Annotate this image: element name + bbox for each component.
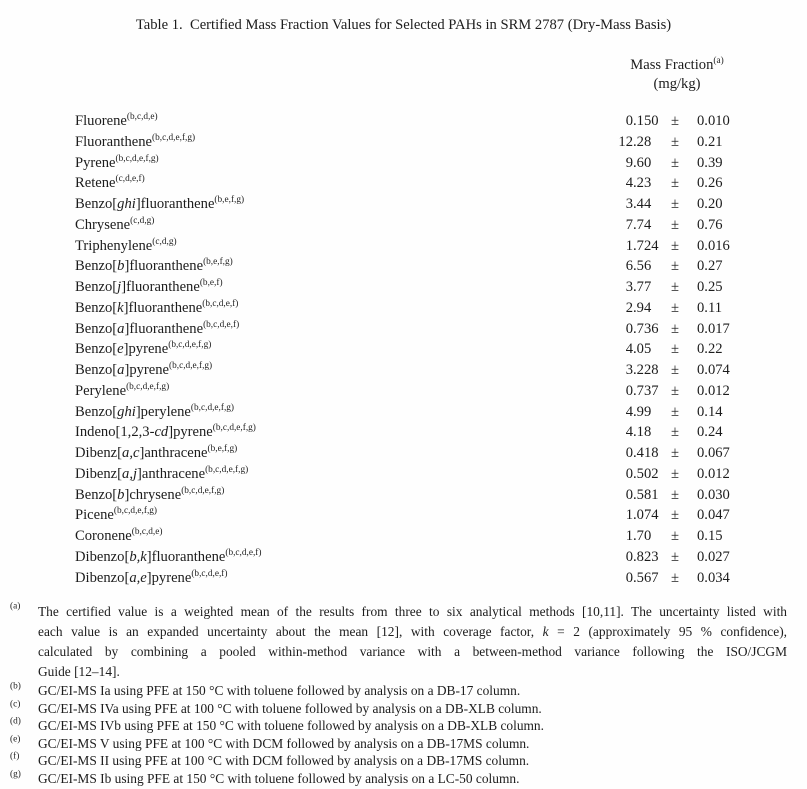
value-integer-part: 0 bbox=[625, 320, 633, 337]
text: Benzo[ bbox=[75, 320, 118, 337]
compound-name bbox=[75, 526, 613, 547]
footnote bbox=[0, 770, 807, 788]
footnote-marker-text: (c) bbox=[10, 699, 21, 710]
table-row bbox=[0, 381, 807, 402]
row-footnote-refs: (b,c,d,e,f,g) bbox=[205, 464, 249, 475]
footnote-text bbox=[38, 700, 787, 718]
table-row bbox=[0, 236, 807, 257]
footnote-marker bbox=[0, 770, 38, 788]
footnote bbox=[0, 717, 807, 735]
uncertainty-value: 0.20 bbox=[697, 196, 723, 212]
footnote bbox=[0, 602, 807, 682]
table-row bbox=[0, 339, 807, 360]
compound-name bbox=[75, 485, 613, 506]
text: Picene bbox=[75, 507, 114, 524]
text: ]fluoranthene bbox=[123, 299, 203, 316]
text: GC/EI-MS II using PFE at 100 °C with DCM followed by analysis on a DB-17MS column. bbox=[38, 753, 530, 769]
uncertainty-value: 0.010 bbox=[697, 113, 730, 129]
value-fraction-part: .77 bbox=[633, 279, 652, 295]
table-row bbox=[0, 547, 807, 568]
footnote-text bbox=[38, 602, 787, 682]
table-row bbox=[0, 402, 807, 423]
table-row bbox=[0, 464, 807, 485]
row-footnote-refs: (b,c,d,e,f,g) bbox=[152, 132, 196, 143]
compound-name bbox=[75, 256, 613, 277]
mass-fraction-value bbox=[613, 256, 661, 277]
footnote-text bbox=[38, 717, 787, 735]
footnote-marker-text: (e) bbox=[10, 734, 21, 745]
uncertainty-value: 0.25 bbox=[697, 279, 723, 295]
table-row bbox=[0, 568, 807, 589]
value-fraction-part: .28 bbox=[633, 133, 652, 150]
value-fraction-part: .074 bbox=[633, 507, 659, 524]
compound-name bbox=[75, 236, 613, 257]
text: ]anthracene bbox=[139, 445, 208, 461]
text: Benzo[ bbox=[75, 258, 118, 275]
text: Benzo[ bbox=[75, 486, 118, 503]
mass-fraction-value bbox=[613, 464, 661, 485]
text: ]pyrene bbox=[168, 424, 213, 441]
text: Perylene bbox=[75, 382, 127, 399]
table-row bbox=[0, 443, 807, 464]
text: The certified value is a weighted mean of the results from three to six analytical methods [10,11]. The uncertainty listed with bbox=[38, 604, 787, 620]
uncertainty-value: 0.034 bbox=[697, 569, 730, 586]
text: Pyrene bbox=[75, 154, 116, 171]
mass-fraction-value bbox=[613, 277, 661, 298]
italic-text: a bbox=[117, 320, 125, 337]
mass-fraction-value bbox=[613, 236, 661, 257]
plus-minus-sign: ± bbox=[670, 382, 679, 399]
uncertainty-value: 0.26 bbox=[697, 175, 723, 192]
compound-name bbox=[75, 339, 613, 360]
mass-fraction-value bbox=[613, 381, 661, 402]
text: GC/EI-MS Ia using PFE at 150 °C with toluene followed by analysis on a DB-17 column. bbox=[38, 683, 521, 699]
text: ]fluoranthene bbox=[121, 279, 200, 295]
value-fraction-part: .581 bbox=[633, 486, 659, 503]
row-footnote-refs: (b,c,d,e,f,g) bbox=[169, 361, 213, 372]
value-fraction-part: .736 bbox=[633, 320, 659, 337]
text: Triphenylene bbox=[75, 237, 153, 254]
mass-fraction-value bbox=[613, 360, 661, 381]
footnote-marker-text: (f) bbox=[10, 751, 20, 762]
uncertainty-value: 0.067 bbox=[697, 445, 730, 461]
value-fraction-part: .502 bbox=[633, 465, 659, 482]
footnote-marker-text: (g) bbox=[10, 769, 21, 780]
compound-name bbox=[75, 360, 613, 381]
footnote-line bbox=[38, 682, 787, 700]
text: Dibenz[ bbox=[75, 465, 123, 482]
row-footnote-refs: (b,e,f,g) bbox=[207, 444, 238, 455]
table-title: Table 1. Certified Mass Fraction Values for Selected PAHs in SRM 2787 (Dry-Mass Basis) bbox=[135, 17, 672, 33]
value-integer-part: 4 bbox=[625, 403, 633, 420]
footnote-line bbox=[38, 622, 787, 642]
table-row bbox=[0, 173, 807, 194]
row-footnote-refs: (b,c,d,e) bbox=[131, 527, 163, 538]
italic-text: cd bbox=[154, 424, 169, 441]
text: Guide [12–14]. bbox=[38, 664, 120, 680]
compound-name bbox=[75, 381, 613, 402]
row-footnote-refs: (b,c,d,e,f) bbox=[191, 568, 228, 579]
compound-name bbox=[75, 194, 613, 215]
value-integer-part: 4 bbox=[625, 341, 633, 358]
plus-minus-sign: ± bbox=[670, 258, 679, 275]
footnote-marker bbox=[0, 700, 38, 718]
footnote-marker-text: (b) bbox=[10, 681, 21, 692]
footnote-line bbox=[38, 735, 787, 753]
footnote-line bbox=[38, 770, 787, 788]
compound-name bbox=[75, 402, 613, 423]
plus-minus-sign: ± bbox=[670, 445, 679, 461]
row-footnote-refs: (b,c,d,e,f,g) bbox=[190, 402, 235, 413]
header-footnote-ref: (a) bbox=[713, 56, 724, 67]
italic-text: b,k bbox=[129, 548, 147, 565]
value-integer-part: 3 bbox=[625, 362, 633, 378]
plus-minus-sign: ± bbox=[670, 113, 679, 129]
uncertainty-value: 0.21 bbox=[697, 133, 723, 150]
italic-text: ghi bbox=[117, 403, 136, 420]
mass-fraction-value bbox=[613, 215, 661, 236]
text: Benzo[ bbox=[75, 341, 118, 358]
row-footnote-refs: (b,c,d,e,f) bbox=[202, 298, 239, 309]
table-row bbox=[0, 319, 807, 340]
text: each value is an expanded uncertainty about the mean [12], with coverage factor, bbox=[38, 624, 543, 640]
footnote-marker bbox=[0, 682, 38, 700]
table-row bbox=[0, 215, 807, 236]
italic-text: a,e bbox=[129, 569, 147, 586]
italic-text: a,c bbox=[122, 445, 140, 461]
value-integer-part: 4 bbox=[625, 175, 633, 192]
row-footnote-refs: (b,c,d,e,f,g) bbox=[115, 153, 159, 164]
text: ]fluoranthene bbox=[124, 320, 204, 337]
value-integer-part: 6 bbox=[625, 258, 633, 275]
mass-fraction-value bbox=[613, 402, 661, 423]
text: Indeno[1,2,3- bbox=[75, 424, 155, 441]
text: Benzo[ bbox=[75, 403, 118, 420]
plus-minus-sign: ± bbox=[670, 320, 679, 337]
plus-minus-sign: ± bbox=[670, 403, 679, 420]
value-integer-part: 1 bbox=[625, 507, 633, 524]
table-row bbox=[0, 360, 807, 381]
value-integer-part: 0 bbox=[625, 569, 633, 586]
value-integer-part: 0 bbox=[625, 486, 633, 503]
mass-fraction-value bbox=[613, 153, 661, 174]
uncertainty-value: 0.15 bbox=[697, 528, 723, 544]
footnote-marker bbox=[0, 752, 38, 770]
row-footnote-refs: (b,c,d,e,f,g) bbox=[168, 340, 212, 351]
footnote-marker-text: (a) bbox=[10, 601, 21, 612]
footnote bbox=[0, 735, 807, 753]
mass-fraction-value bbox=[613, 443, 661, 464]
text: Retene bbox=[75, 175, 116, 192]
value-integer-part: 3 bbox=[625, 279, 633, 295]
value-integer-part: 0 bbox=[625, 382, 633, 399]
text: GC/EI-MS V using PFE at 100 °C with DCM followed by analysis on a DB-17MS column. bbox=[38, 735, 530, 751]
row-footnote-refs: (b,e,f,g) bbox=[214, 195, 245, 206]
footnotes bbox=[0, 602, 807, 787]
value-integer-part: 1 bbox=[625, 237, 633, 254]
footnote bbox=[0, 752, 807, 770]
text: calculated by combining a pooled within-method variance with a between-method variance following the ISO/JCGM bbox=[38, 644, 787, 660]
text: Benzo[ bbox=[75, 299, 118, 316]
footnote bbox=[0, 682, 807, 700]
text: ]fluoranthene bbox=[146, 548, 226, 565]
text: GC/EI-MS Ib using PFE at 150 °C with toluene followed by analysis on a LC-50 column. bbox=[38, 770, 520, 786]
row-footnote-refs: (b,c,d,e) bbox=[126, 112, 158, 123]
text: Dibenzo[ bbox=[75, 548, 130, 565]
uncertainty-value: 0.39 bbox=[697, 154, 723, 171]
uncertainty-value: 0.017 bbox=[697, 320, 730, 337]
uncertainty-value: 0.047 bbox=[697, 507, 730, 524]
value-fraction-part: .737 bbox=[633, 382, 659, 399]
row-footnote-refs: (c,d,g) bbox=[130, 215, 155, 226]
mass-fraction-value bbox=[613, 319, 661, 340]
footnote bbox=[0, 700, 807, 718]
value-fraction-part: .56 bbox=[633, 258, 652, 275]
value-fraction-part: .70 bbox=[633, 528, 652, 544]
plus-minus-sign: ± bbox=[670, 548, 679, 565]
mass-fraction-value bbox=[613, 526, 661, 547]
text: ]pyrene bbox=[124, 362, 170, 378]
row-footnote-refs: (b,c,d,e,f) bbox=[225, 547, 262, 558]
value-integer-part: 0 bbox=[625, 465, 633, 482]
value-integer-part: 0 bbox=[625, 113, 633, 129]
text: Fluoranthene bbox=[75, 133, 153, 150]
plus-minus-sign: ± bbox=[670, 237, 679, 254]
value-integer-part: 0 bbox=[625, 445, 633, 461]
mass-fraction-label bbox=[613, 56, 741, 75]
uncertainty-value: 0.030 bbox=[697, 486, 730, 503]
mass-fraction-value bbox=[613, 132, 661, 153]
italic-text: k bbox=[542, 624, 549, 640]
text: Dibenzo[ bbox=[75, 569, 130, 586]
uncertainty-value: 0.14 bbox=[697, 403, 723, 420]
compound-name bbox=[75, 547, 613, 568]
mass-fraction-value bbox=[613, 505, 661, 526]
value-fraction-part: .23 bbox=[633, 175, 652, 192]
row-footnote-refs: (b,c,d,e,f) bbox=[203, 319, 240, 330]
plus-minus-sign: ± bbox=[670, 175, 679, 192]
compound-name bbox=[75, 319, 613, 340]
compound-name bbox=[75, 464, 613, 485]
italic-text: e bbox=[117, 341, 124, 358]
table-row bbox=[0, 485, 807, 506]
row-footnote-refs: (b,c,d,e,f,g) bbox=[113, 506, 158, 517]
plus-minus-sign: ± bbox=[670, 569, 679, 586]
value-fraction-part: .60 bbox=[633, 154, 652, 171]
plus-minus-sign: ± bbox=[670, 465, 679, 482]
italic-text: a,j bbox=[122, 465, 138, 482]
uncertainty-value: 0.76 bbox=[697, 216, 723, 233]
italic-text: j bbox=[117, 279, 122, 295]
uncertainty-value: 0.11 bbox=[697, 299, 722, 316]
plus-minus-sign: ± bbox=[670, 216, 679, 233]
footnote-marker bbox=[0, 717, 38, 735]
value-fraction-part: .44 bbox=[633, 196, 652, 212]
footnote-marker bbox=[0, 602, 38, 682]
table-row bbox=[0, 277, 807, 298]
text: ]pyrene bbox=[146, 569, 192, 586]
uncertainty-value: 0.27 bbox=[697, 258, 723, 275]
table-row bbox=[0, 194, 807, 215]
value-fraction-part: .724 bbox=[633, 237, 659, 254]
value-integer-part: 7 bbox=[625, 216, 633, 233]
compound-name bbox=[75, 422, 613, 443]
footnote-line bbox=[38, 602, 787, 622]
compound-name bbox=[75, 215, 613, 236]
text: = 2 (approximately 95 % confidence), bbox=[548, 624, 787, 640]
mass-fraction-value bbox=[613, 111, 661, 132]
text: Fluorene bbox=[75, 113, 127, 129]
unit-label: (mg/kg) bbox=[653, 76, 701, 92]
value-fraction-part: .567 bbox=[633, 569, 659, 586]
row-footnote-refs: (b,c,d,e,f,g) bbox=[212, 423, 256, 434]
footnote-line bbox=[38, 642, 787, 662]
uncertainty-value: 0.22 bbox=[697, 341, 723, 358]
row-footnote-refs: (c,d,g) bbox=[152, 236, 177, 247]
uncertainty-value: 0.027 bbox=[697, 548, 730, 565]
mass-fraction-value bbox=[613, 422, 661, 443]
footnote-line bbox=[38, 662, 787, 682]
plus-minus-sign: ± bbox=[670, 362, 679, 378]
value-fraction-part: .74 bbox=[633, 216, 652, 233]
value-fraction-part: .18 bbox=[633, 424, 652, 441]
row-footnote-refs: (b,c,d,e,f,g) bbox=[126, 381, 170, 392]
compound-name bbox=[75, 443, 613, 464]
table-row bbox=[0, 132, 807, 153]
value-integer-part: 3 bbox=[625, 196, 633, 212]
mass-fraction-value bbox=[613, 173, 661, 194]
compound-name bbox=[75, 132, 613, 153]
mass-fraction-value bbox=[613, 298, 661, 319]
italic-text: ghi bbox=[117, 196, 136, 212]
compound-name bbox=[75, 111, 613, 132]
value-integer-part: 9 bbox=[625, 154, 633, 171]
row-footnote-refs: (b,e,f,g) bbox=[203, 257, 233, 268]
footnote-marker-text: (d) bbox=[10, 716, 21, 727]
text: ]perylene bbox=[135, 403, 191, 420]
value-fraction-part: .99 bbox=[633, 403, 652, 420]
table-row bbox=[0, 256, 807, 277]
table-row bbox=[0, 422, 807, 443]
uncertainty-value: 0.24 bbox=[697, 424, 723, 441]
text: Chrysene bbox=[75, 216, 131, 233]
footnote-line bbox=[38, 752, 787, 770]
text: ]anthracene bbox=[137, 465, 206, 482]
italic-text: k bbox=[117, 299, 124, 316]
compound-name bbox=[75, 277, 613, 298]
text: Benzo[ bbox=[75, 196, 118, 212]
plus-minus-sign: ± bbox=[670, 299, 679, 316]
row-footnote-refs: (c,d,e,f) bbox=[115, 174, 145, 185]
italic-text: b bbox=[117, 486, 125, 503]
uncertainty-value: 0.012 bbox=[697, 382, 730, 399]
plus-minus-sign: ± bbox=[670, 196, 679, 212]
mass-fraction-header bbox=[613, 56, 741, 94]
value-integer-part: 0 bbox=[625, 548, 633, 565]
footnote-text bbox=[38, 770, 787, 788]
text: Benzo[ bbox=[75, 362, 118, 378]
uncertainty-value: 0.074 bbox=[697, 362, 730, 378]
compound-name bbox=[75, 298, 613, 319]
table-row bbox=[0, 526, 807, 547]
value-integer-part: 4 bbox=[625, 424, 633, 441]
value-fraction-part: .418 bbox=[633, 445, 659, 461]
plus-minus-sign: ± bbox=[670, 424, 679, 441]
uncertainty-value: 0.016 bbox=[697, 237, 730, 254]
table-row bbox=[0, 111, 807, 132]
value-integer-part: 2 bbox=[625, 299, 633, 316]
plus-minus-sign: ± bbox=[670, 154, 679, 171]
text: GC/EI-MS IVa using PFE at 100 °C with toluene followed by analysis on a DB-XLB column. bbox=[38, 700, 542, 716]
italic-text: b bbox=[117, 258, 125, 275]
text: ]fluoranthene bbox=[135, 196, 215, 212]
compound-name bbox=[75, 173, 613, 194]
footnote-text bbox=[38, 752, 787, 770]
mass-fraction-value bbox=[613, 339, 661, 360]
plus-minus-sign: ± bbox=[670, 528, 679, 544]
footnote-marker bbox=[0, 735, 38, 753]
table-body bbox=[0, 111, 807, 588]
plus-minus-sign: ± bbox=[670, 279, 679, 295]
value-fraction-part: .150 bbox=[633, 113, 659, 129]
value-fraction-part: .823 bbox=[633, 548, 659, 565]
compound-name bbox=[75, 505, 613, 526]
text: Dibenz[ bbox=[75, 445, 123, 461]
uncertainty-value: 0.012 bbox=[697, 465, 730, 482]
footnote-line bbox=[38, 717, 787, 735]
column-header bbox=[0, 56, 807, 94]
text: ]fluoranthene bbox=[124, 258, 204, 275]
value-integer-part: 1 bbox=[625, 528, 633, 544]
mass-fraction-value bbox=[613, 485, 661, 506]
italic-text: a bbox=[117, 362, 125, 378]
row-footnote-refs: (b,e,f) bbox=[199, 278, 223, 289]
plus-minus-sign: ± bbox=[670, 133, 679, 150]
text: Coronene bbox=[75, 528, 132, 544]
value-integer-part: 12 bbox=[618, 133, 633, 150]
plus-minus-sign: ± bbox=[670, 341, 679, 358]
table-row bbox=[0, 153, 807, 174]
plus-minus-sign: ± bbox=[670, 507, 679, 524]
mass-fraction-value bbox=[613, 194, 661, 215]
value-fraction-part: .05 bbox=[633, 341, 652, 358]
text: Benzo[ bbox=[75, 279, 118, 295]
table-row bbox=[0, 505, 807, 526]
text: ]chrysene bbox=[124, 486, 182, 503]
text: GC/EI-MS IVb using PFE at 150 °C with toluene followed by analysis on a DB-XLB column. bbox=[38, 718, 544, 734]
row-footnote-refs: (b,c,d,e,f,g) bbox=[181, 485, 225, 496]
mass-fraction-label-text: Mass Fraction bbox=[630, 57, 714, 73]
plus-minus-sign: ± bbox=[670, 486, 679, 503]
compound-name bbox=[75, 568, 613, 589]
footnote-line bbox=[38, 700, 787, 718]
text: ]pyrene bbox=[123, 341, 169, 358]
table-row bbox=[0, 298, 807, 319]
mass-fraction-value bbox=[613, 547, 661, 568]
footnote-text bbox=[38, 735, 787, 753]
footnote-text bbox=[38, 682, 787, 700]
value-fraction-part: .94 bbox=[633, 299, 652, 316]
value-fraction-part: .228 bbox=[633, 362, 659, 378]
mass-fraction-value bbox=[613, 568, 661, 589]
compound-name bbox=[75, 153, 613, 174]
